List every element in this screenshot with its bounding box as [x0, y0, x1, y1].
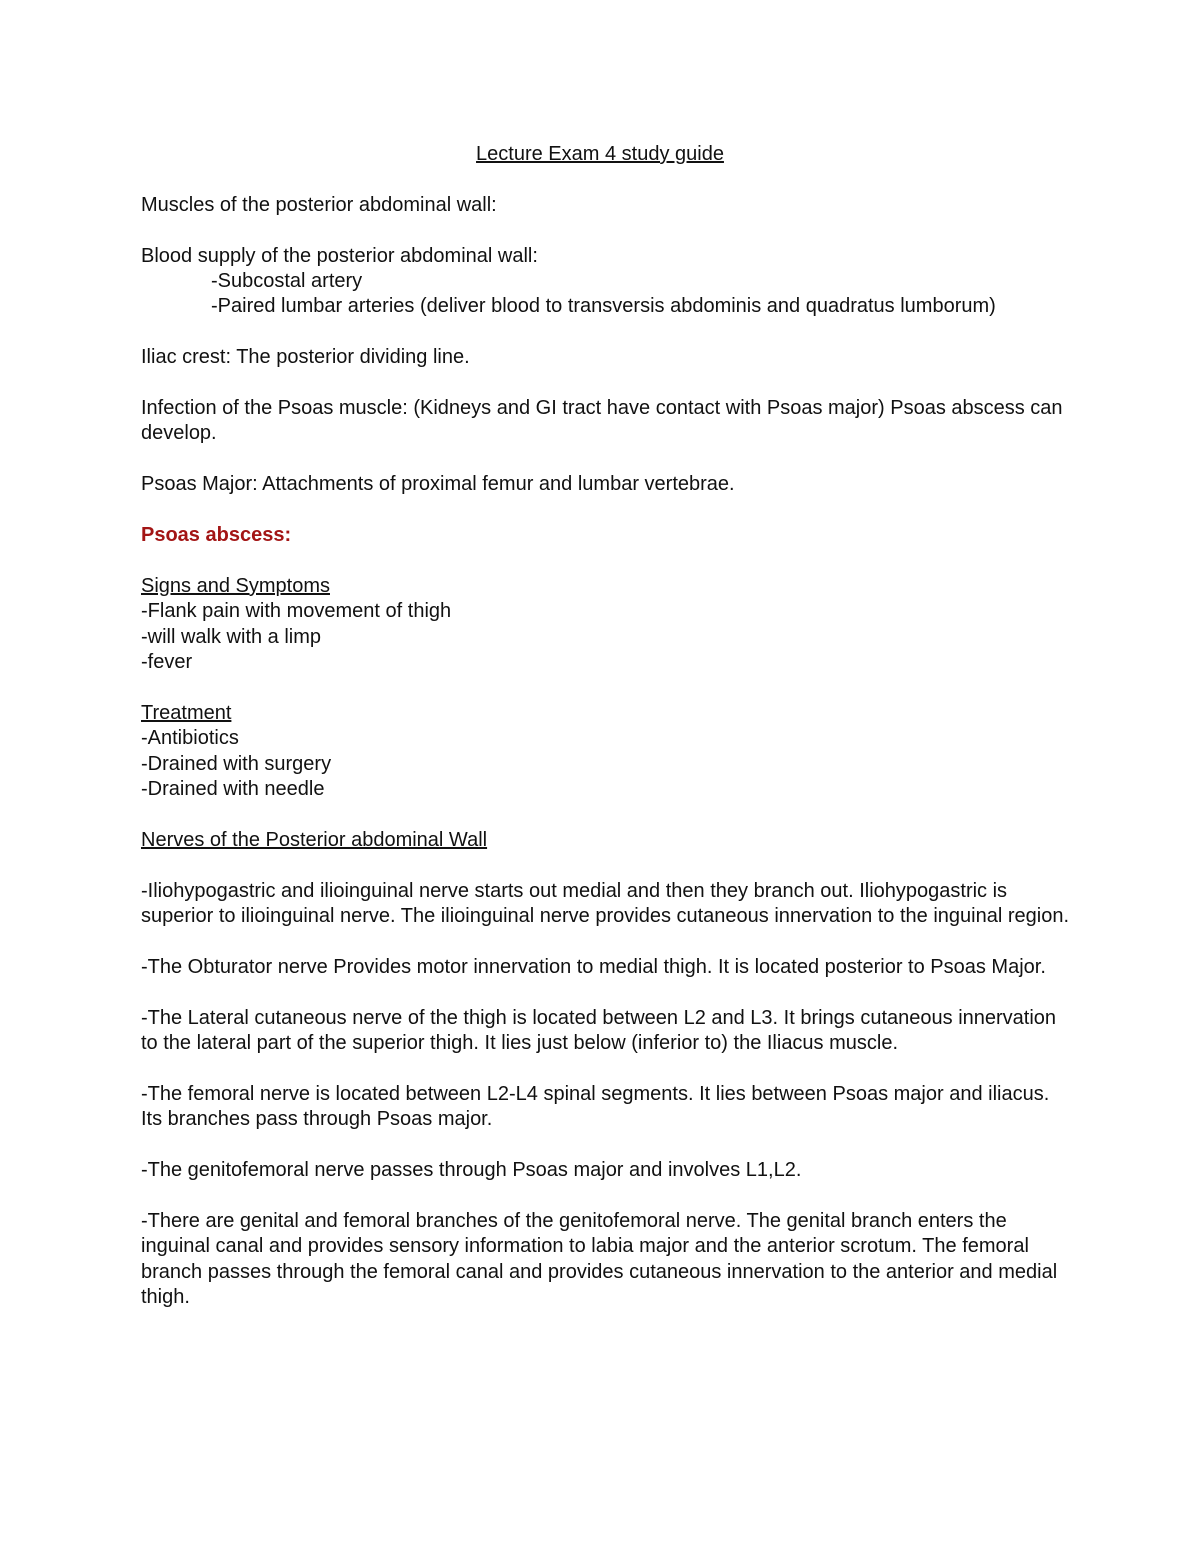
blood-supply-item: -Paired lumbar arteries (deliver blood to transversis abdominis and quadratus lumborum): [211, 295, 996, 318]
nerves-paragraph: -Iliohypogastric and ilioinguinal nerve starts out medial and then they branch out. Iliohypogastric is superior to ilioinguinal nerve. The ilioinguinal nerve provides cutaneous innervation to the inguinal region.: [141, 879, 1069, 928]
signs-item: -will walk with a limp: [141, 625, 322, 648]
signs-heading: Signs and Symptoms: [141, 574, 330, 597]
treatment-item: -Antibiotics: [141, 727, 239, 750]
document-page: [141, 142, 1071, 1336]
signs-section: [141, 574, 1071, 676]
blood-supply-section: [141, 244, 1071, 320]
nerves-paragraph: -The Lateral cutaneous nerve of the thigh is located between L2 and L3. It brings cutaneous innervation to the lateral part of the superior thigh. It lies just below (inferior to) the Iliacus muscle.: [141, 1006, 1057, 1055]
blood-supply-item: -Subcostal artery: [211, 270, 363, 292]
iliac-crest-text: Iliac crest: The posterior dividing line.: [141, 346, 470, 369]
psoas-abscess-heading: Psoas abscess:: [141, 524, 292, 546]
treatment-section: [141, 701, 1071, 803]
muscles-heading: Muscles of the posterior abdominal wall:: [141, 193, 497, 216]
treatment-item: -Drained with surgery: [141, 752, 332, 775]
treatment-heading: Treatment: [141, 701, 232, 724]
nerves-paragraph: -The femoral nerve is located between L2-L4 spinal segments. It lies between Psoas major and iliacus. Its branches pass through Psoas major.: [141, 1082, 1050, 1131]
nerves-paragraph: -There are genital and femoral branches of the genitofemoral nerve. The genital branch enters the inguinal canal and provides sensory information to labia major and the anterior scrotum. The femoral branch passes through the femoral canal and provides cutaneous innervation to the anterior and medial thigh.: [141, 1209, 1058, 1309]
page-title: Lecture Exam 4 study guide: [476, 143, 724, 165]
treatment-item: -Drained with needle: [141, 778, 325, 801]
blood-supply-heading: Blood supply of the posterior abdominal wall:: [141, 244, 538, 267]
nerves-paragraph: -The Obturator nerve Provides motor innervation to medial thigh. It is located posterior to Psoas Major.: [141, 955, 1046, 978]
nerves-paragraph: -The genitofemoral nerve passes through Psoas major and involves L1,L2.: [141, 1159, 802, 1182]
signs-item: -fever: [141, 651, 193, 674]
psoas-major-text: Psoas Major: Attachments of proximal femur and lumbar vertebrae.: [141, 473, 735, 496]
nerves-heading: Nerves of the Posterior abdominal Wall: [141, 828, 488, 851]
infection-text: Infection of the Psoas muscle: (Kidneys and GI tract have contact with Psoas major) Psoas abscess can develop.: [141, 397, 1063, 445]
signs-item: -Flank pain with movement of thigh: [141, 600, 452, 623]
